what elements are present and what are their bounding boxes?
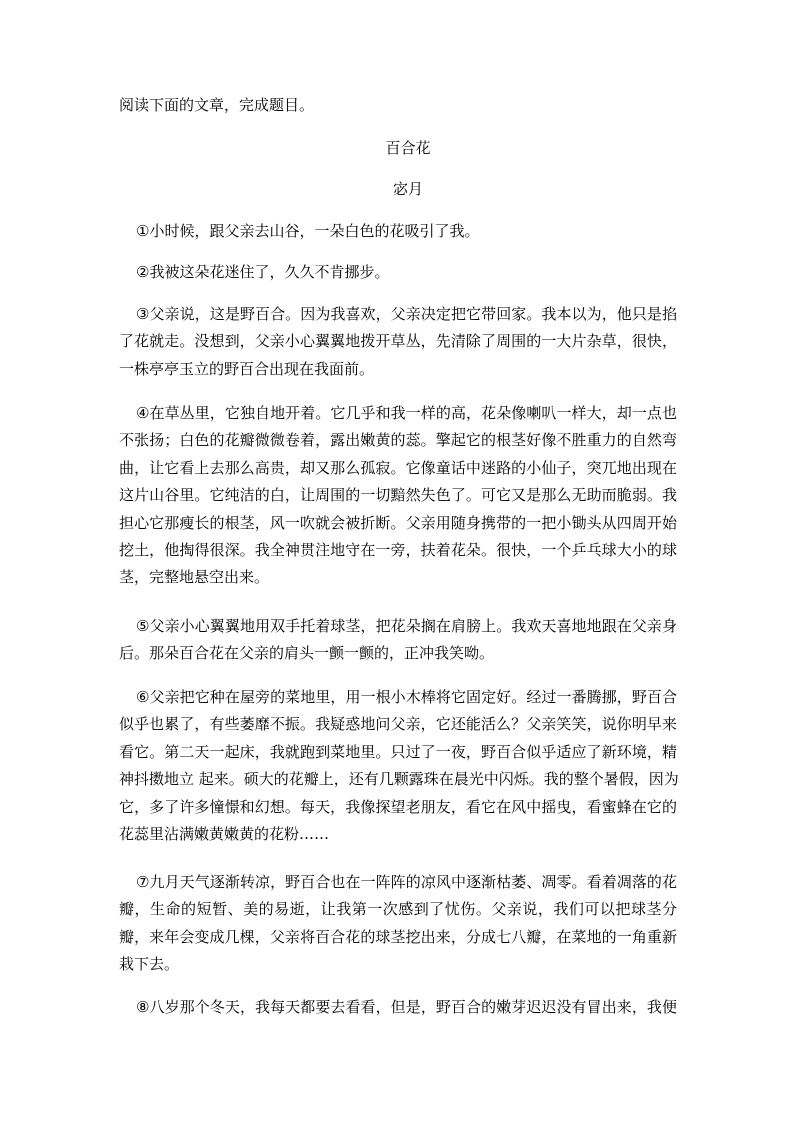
paragraph-line: ①小时候，跟父亲去山谷，一朵白色的花吸引了我。 bbox=[136, 222, 480, 240]
paragraph-1 bbox=[119, 218, 677, 245]
paragraph-line: ⑦九月天气逐渐转凉，野百合也在一阵阵的凉风中逐渐枯萎、凋零。看着凋落的花 bbox=[136, 873, 677, 891]
paragraph-line: 了花就走。没想到，父亲小心翼翼地拨开草丛，先清除了周围的一大片杂草，很快， bbox=[119, 332, 677, 351]
paragraph-7 bbox=[119, 869, 677, 979]
paragraph-line: 担心它那瘦长的根茎，风一吹就会被折断。父亲用随身携带的一把小锄头从四周开始 bbox=[119, 513, 677, 532]
paragraph-line: ⑥父亲把它种在屋旁的菜地里，用一根小木棒将它固定好。经过一番腾挪，野百合 bbox=[136, 688, 677, 706]
paragraph-line: ④在草丛里，它独自地开着。它几乎和我一样的高，花朵像喇叭一样大，却一点也 bbox=[136, 404, 677, 422]
paragraph-line: ③父亲说，这是野百合。因为我喜欢，父亲决定把它带回家。我本以为，他只是掐 bbox=[136, 305, 677, 323]
paragraph-line: 看它。第二天一起床，我就跑到菜地里。只过了一夜，野百合似乎适应了新环境，精 bbox=[119, 742, 677, 761]
paragraph-line: 花蕊里沾满嫩黄嫩黄的花粉…… bbox=[119, 824, 330, 843]
paragraph-line: 栽下去。 bbox=[119, 955, 180, 974]
paragraph-line: 神抖擞地立 起来。硕大的花瓣上，还有几颗露珠在晨光中闪烁。我的整个暑假，因为 bbox=[119, 770, 679, 789]
article-title: 百合花 bbox=[385, 139, 431, 157]
paragraph-line: 似乎也累了，有些萎靡不振。我疑惑地问父亲，它还能活么？父亲笑笑，说你明早来 bbox=[119, 715, 677, 734]
paragraph-4 bbox=[119, 400, 677, 592]
paragraph-6 bbox=[119, 684, 677, 848]
paragraph-line: 瓣，生命的短暂、美的易逝，让我第一次感到了忧伤。父亲说，我们可以把球茎分 bbox=[119, 900, 677, 919]
paragraph-line: 它，多了许多憧憬和幻想。每天，我像探望老朋友，看它在风中摇曳，看蜜蜂在它的 bbox=[119, 797, 677, 816]
paragraph-line: 后。那朵百合花在父亲的肩头一颤一颤的，正冲我笑呦。 bbox=[119, 644, 495, 663]
paragraph-line: 曲，让它看上去那么高贵，却又那么孤寂。它像童话中迷路的小仙子，突兀地出现在 bbox=[119, 458, 677, 477]
paragraph-line: 瓣，来年会变成几棵，父亲将百合花的球茎挖出来，分成七八瓣，在菜地的一角重新 bbox=[119, 927, 677, 946]
paragraph-2 bbox=[119, 259, 677, 286]
paragraph-3 bbox=[119, 301, 677, 383]
article-author: 宓月 bbox=[392, 180, 423, 198]
paragraph-line: 这片山谷里。它纯洁的白，让周围的一切黯然失色了。可它又是那么无助而脆弱。我 bbox=[119, 486, 677, 505]
paragraph-line: 一株亭亭玉立的野百合出现在我面前。 bbox=[119, 359, 375, 378]
paragraph-line: ②我被这朵花迷住了，久久不肯挪步。 bbox=[136, 263, 390, 281]
reading-instruction: 阅读下面的文章，完成题目。 bbox=[119, 96, 315, 114]
paragraph-line: ⑧八岁那个冬天，我每天都要去看看，但是，野百合的嫩芽迟迟没有冒出来，我便 bbox=[136, 998, 677, 1016]
paragraph-line: 不张扬；白色的花瓣微微卷着，露出嫩黄的蕊。擎起它的根茎好像不胜重力的自然弯 bbox=[119, 431, 677, 450]
paragraph-line: 茎，完整地悬空出来。 bbox=[119, 568, 270, 587]
paragraph-line: ⑤父亲小心翼翼地用双手托着球茎，把花朵搁在肩膀上。我欢天喜地地跟在父亲身 bbox=[136, 617, 677, 635]
paragraph-8 bbox=[119, 994, 677, 1021]
paragraph-line: 挖土，他掏得很深。我全神贯注地守在一旁，扶着花朵。很快，一个乒乓球大小的球 bbox=[119, 540, 677, 559]
paragraph-5 bbox=[119, 613, 677, 668]
